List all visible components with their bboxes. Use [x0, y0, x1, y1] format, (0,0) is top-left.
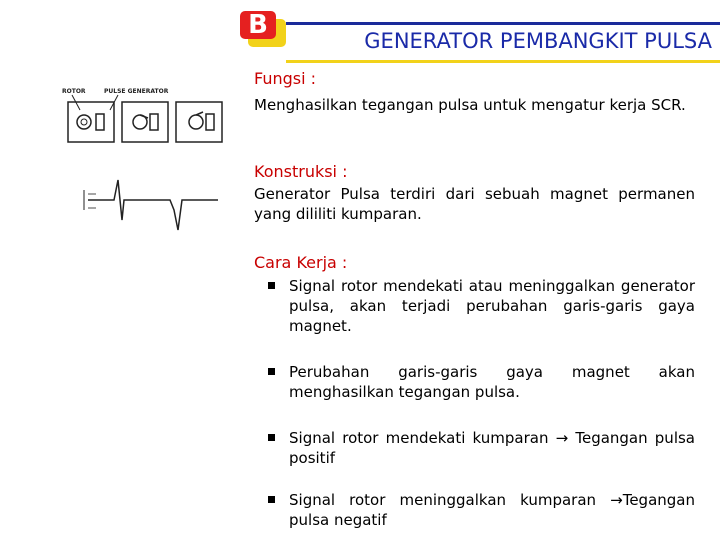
pulse-generator-diagram: [58, 82, 228, 242]
bullet-text: Perubahan garis-garis gaya magnet akan menghasilkan tegangan pulsa.: [289, 363, 695, 401]
rotor-panel-1: [68, 102, 114, 142]
text-konstruksi: Generator Pulsa terdiri dari sebuah magnet permanen yang dililiti kumparan.: [254, 185, 695, 223]
text-fungsi: Menghasilkan tegangan pulsa untuk mengatur kerja SCR.: [254, 96, 686, 114]
bullet-text: Signal rotor mendekati atau meninggalkan generator pulsa, akan terjadi perubahan garis-garis gaya magnet.: [289, 277, 695, 335]
bullet-square-icon: [268, 368, 275, 375]
label-rotor: ROTOR: [62, 88, 86, 95]
title-bar: [286, 24, 720, 63]
bullet-text: Signal rotor mendekati kumparan → Tegangan pulsa positif: [289, 429, 695, 467]
bullet-square-icon: [268, 434, 275, 441]
page-title: GENERATOR PEMBANGKIT PULSA: [364, 29, 712, 53]
bullet-square-icon: [268, 282, 275, 289]
pulse-generator-illustration: [58, 82, 228, 242]
pulse-waveform: [84, 180, 218, 230]
heading-cara-kerja: Cara Kerja :: [254, 253, 348, 272]
section-badge: [238, 9, 288, 49]
badge-letter: B: [240, 11, 276, 39]
bullet-item-4: [268, 490, 695, 530]
heading-fungsi: Fungsi :: [254, 69, 317, 88]
bullet-text: Signal rotor meninggalkan kumparan →Tegangan pulsa negatif: [289, 491, 695, 529]
bullet-square-icon: [268, 496, 275, 503]
heading-konstruksi: Konstruksi :: [254, 162, 348, 181]
rotor-panel-3: [176, 102, 222, 142]
bullet-item-2: [268, 362, 695, 402]
rotor-panel-2: [122, 102, 168, 142]
bullet-item-1: [268, 276, 695, 336]
bullet-item-3: [268, 428, 695, 468]
label-pulse-generator: PULSE GENERATOR: [104, 88, 169, 95]
